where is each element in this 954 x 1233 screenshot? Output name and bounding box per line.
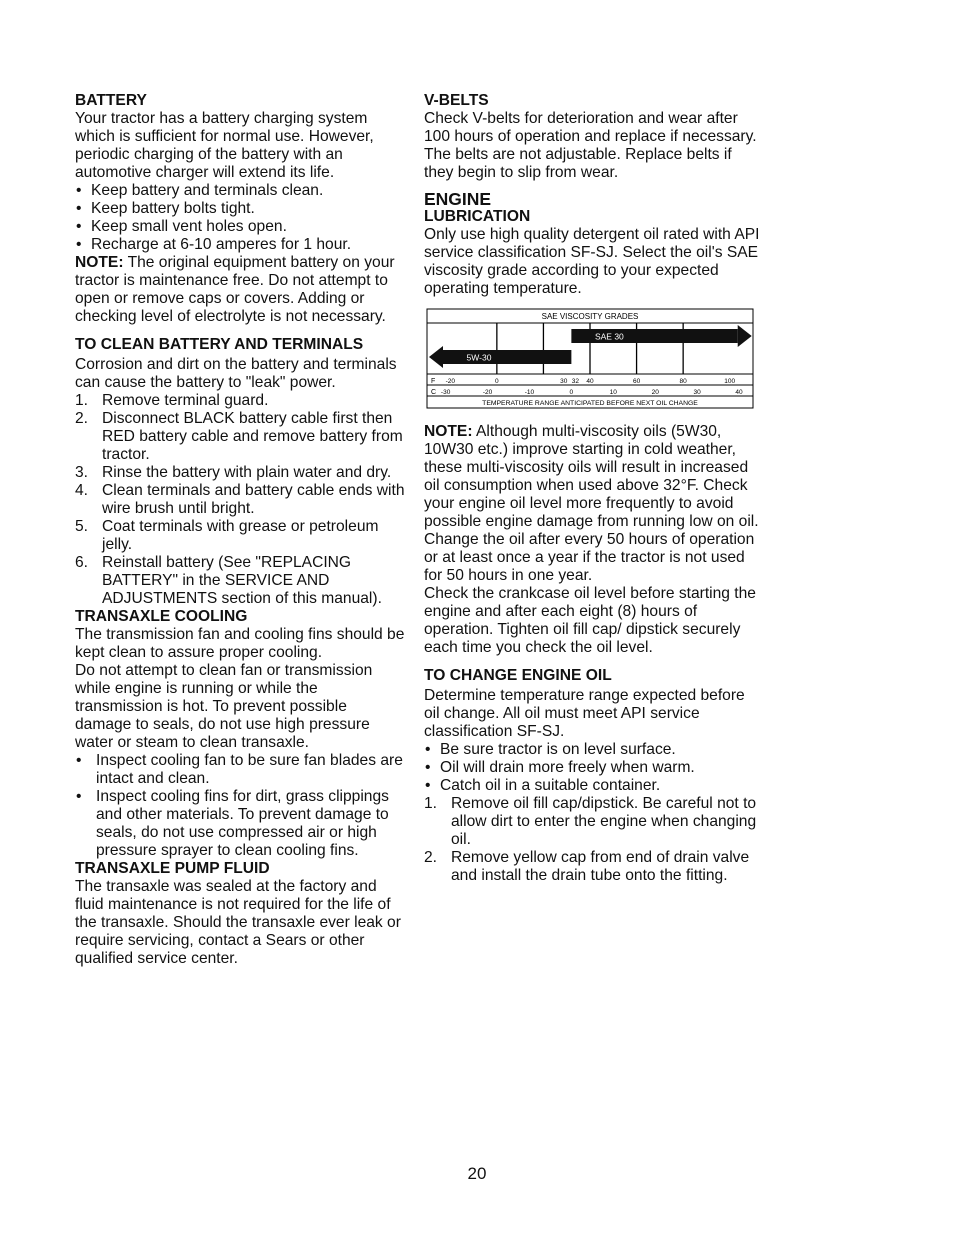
step-text: Coat terminals with grease or petroleum jelly. (102, 518, 379, 553)
step-number: 5. (75, 518, 89, 535)
left-column (75, 92, 405, 968)
list-item (424, 849, 760, 885)
list-item (75, 518, 405, 554)
note-label: NOTE: (424, 423, 473, 440)
step-number: 4. (75, 482, 89, 499)
list-item: • Keep battery and terminals clean. (75, 182, 405, 200)
transaxle-cooling-p1: The transmission fan and cooling fins should be kept clean to assure proper cooling. (75, 626, 405, 661)
battery-section (75, 92, 405, 326)
sae30-label: SAE 30 (594, 331, 624, 342)
change-oil-section (424, 667, 760, 885)
celsius-tick-label: -30 (440, 389, 451, 396)
clean-terminals-intro: Corrosion and dirt on the battery and terminals can cause the battery to "leak" power. (75, 356, 397, 391)
battery-heading: BATTERY (75, 92, 147, 109)
transaxle-pump-heading: TRANSAXLE PUMP FLUID (75, 860, 270, 877)
step-number: 2. (75, 410, 89, 427)
transaxle-cooling-section (75, 608, 405, 860)
vbelts-section (424, 92, 760, 182)
fahrenheit-tick-label: 60 (632, 378, 641, 385)
engine-heading: ENGINE (424, 189, 492, 209)
battery-intro: Your tractor has a battery charging system which is sufficient for normal use. However, periodic charging of the battery with an automotive charger will extend its life. (75, 110, 374, 181)
lubrication-heading: LUBRICATION (424, 208, 531, 225)
change-oil-bullets (424, 741, 760, 795)
step-number: 2. (424, 849, 438, 866)
fahrenheit-tick-label: 0 (495, 378, 499, 385)
celsius-tick-label: -10 (524, 389, 535, 396)
viscosity-chart (426, 308, 754, 410)
engine-section (424, 190, 760, 657)
celsius-tick-label: 10 (609, 389, 617, 396)
step-number: 1. (424, 795, 438, 812)
list-item: • Recharge at 6-10 amperes for 1 hour. (75, 236, 405, 254)
lubrication-text: Only use high quality detergent oil rated with API service classification SF-SJ. Select the oil's SAE viscosity grade according to your expected operating temperature. (424, 226, 760, 297)
step-text: Clean terminals and battery cable ends with wire brush until bright. (102, 482, 405, 517)
chart-title: SAE VISCOSITY GRADES (541, 312, 639, 321)
step-number: 3. (75, 464, 89, 481)
5w30-arrow (429, 346, 443, 368)
list-item: • Oil will drain more freely when warm. (424, 759, 760, 777)
step-text: Remove oil fill cap/dipstick. Be careful not to allow dirt to enter the engine when changing oil. (451, 795, 757, 848)
fahrenheit-tick-label: -20 (445, 378, 455, 385)
list-item (75, 410, 405, 464)
celsius-tick-label: 0 (569, 389, 574, 396)
vbelts-text: Check V-belts for deterioration and wear after 100 hours of operation and replace if necessary. The belts are not adjustable. Replace belts if they begin to slip from wear. (424, 110, 757, 181)
5w30-bar (443, 350, 571, 364)
battery-note (75, 254, 405, 326)
celsius-label: C (431, 389, 437, 396)
5w30-label: 5W-30 (466, 352, 492, 363)
sae30-arrow (738, 325, 752, 347)
list-item: • Inspect cooling fan to be sure fan blades are intact and clean. (75, 752, 405, 788)
fahrenheit-tick-label: 32 (571, 378, 579, 385)
transaxle-cooling-bullets (75, 752, 405, 860)
clean-terminals-steps (75, 392, 405, 608)
list-item (75, 482, 405, 518)
note-text: The original equipment battery on your tractor is maintenance free. Do not attempt to open or remove caps or covers. Adding or checking level of electrolyte is not necessary. (75, 254, 395, 325)
celsius-tick-label: -20 (482, 389, 493, 396)
step-number: 1. (75, 392, 89, 409)
engine-note (424, 423, 760, 531)
page-number: 20 (467, 1164, 487, 1183)
note-label: NOTE: (75, 254, 124, 271)
change-oil-steps (424, 795, 760, 885)
celsius-tick-label: 30 (693, 389, 701, 396)
battery-bullets (75, 182, 405, 254)
change-oil-heading: TO CHANGE ENGINE OIL (424, 667, 612, 684)
transaxle-cooling-heading: TRANSAXLE COOLING (75, 608, 248, 625)
celsius-tick-label: 40 (735, 389, 743, 396)
transaxle-pump-text: The transaxle was sealed at the factory and fluid maintenance is not required for the life of the transaxle. Should the transaxle ever leak or require servicing, contact a Sears or other qualified service center. (75, 878, 401, 967)
list-item (75, 392, 405, 410)
step-text: Remove yellow cap from end of drain valve and install the drain tube onto the fitting. (451, 849, 750, 884)
transaxle-cooling-p2: Do not attempt to clean fan or transmission while engine is running or while the transmission is hot. To prevent possible damage to seals, do not use high pressure water or steam to clean transaxle. (75, 662, 373, 751)
step-text: Remove terminal guard. (102, 392, 269, 409)
fahrenheit-tick-label: 40 (586, 378, 594, 385)
step-text: Reinstall battery (See "REPLACING BATTERY" in the SERVICE AND ADJUSTMENTS section of this manual). (102, 554, 382, 607)
list-item: • Keep battery bolts tight. (75, 200, 405, 218)
fahrenheit-label: F (431, 378, 436, 385)
step-text: Disconnect BLACK battery cable first then RED battery cable and remove battery from tractor. (102, 410, 403, 463)
list-item (75, 554, 405, 608)
clean-terminals-section (75, 336, 405, 608)
change-oil-intro: Determine temperature range expected before oil change. All oil must meet API service classification SF-SJ. (424, 687, 745, 740)
celsius-tick-label: 20 (651, 389, 659, 396)
clean-terminals-heading: TO CLEAN BATTERY AND TERMINALS (75, 336, 364, 353)
transaxle-pump-section (75, 860, 405, 968)
list-item: • Catch oil in a suitable container. (424, 777, 760, 795)
fahrenheit-tick-label: 100 (724, 378, 736, 385)
oil-change-interval: Change the oil after every 50 hours of operation or at least once a year if the tractor is not used for 50 hours in one year. (424, 531, 755, 584)
list-item: • Be sure tractor is on level surface. (424, 741, 760, 759)
chart-xlabel: TEMPERATURE RANGE ANTICIPATED BEFORE NEXT OIL CHANGE (482, 400, 698, 407)
fahrenheit-tick-label: 80 (679, 378, 687, 385)
note-text: Although multi-viscosity oils (5W30, 10W30 etc.) improve starting in cold weather, these multi-viscosity oils will result in increased oil consumption when used above 32°F. Check your engine oil level more frequently to avoid possible engine damage from running low on oil. (424, 423, 759, 530)
step-number: 6. (75, 554, 89, 571)
vbelts-heading: V-BELTS (424, 92, 489, 109)
step-text: Rinse the battery with plain water and dry. (102, 464, 392, 481)
fahrenheit-tick-label: 30 (560, 378, 568, 385)
list-item (75, 464, 405, 482)
right-column (424, 92, 760, 885)
oil-check: Check the crankcase oil level before starting the engine and after each eight (8) hours of operation. Tighten oil fill cap/ dipstick securely each time you check the oil level. (424, 585, 756, 656)
list-item: • Inspect cooling fins for dirt, grass clippings and other materials. To prevent damage to seals, do not use compressed air or high pressure sprayer to clean cooling fins. (75, 788, 405, 860)
list-item (424, 795, 760, 849)
list-item: • Keep small vent holes open. (75, 218, 405, 236)
